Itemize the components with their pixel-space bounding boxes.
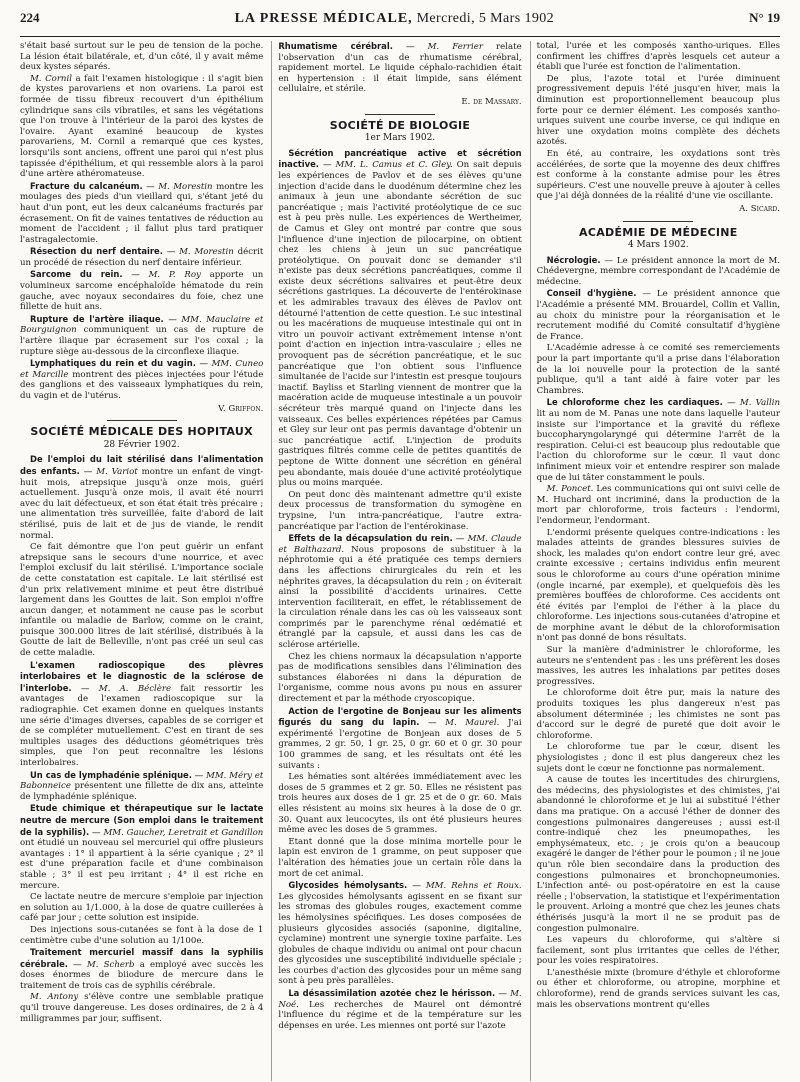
paragraph: Lymphatiques du rein et du vagin. — MM. Cuneo et Marcille montrent des pièces injectées pour l'étude des ganglions et des vaisseaux lymphatiques du rein, du vagin et de l'utérus. [20,358,264,401]
column-1 [20,41,263,1081]
paragraph: Conseil d'hygiène. — Le président annonce que l'Académie a présenté MM. Brouardel, Collin et Vallin, au choix du ministre pour la réorganisation et le recrutement modifié du Comité consultatif d'hygiène de France. [536,288,780,342]
page-number: 224 [20,10,40,25]
paragraph: Résection du nerf dentaire. — M. Morestin décrit un procédé de résection du nerf dentaire inférieur. [20,246,264,268]
paragraph: M. Cornil a fait l'examen histologique : il s'agit bien de kystes parovariens et non ovariens. La paroi est formée de tissu fibreux recouvert d'un épithélium cylindrique sans cils vibratiles, et sans les végétations que l'on trouve à l'intérieur de la paroi des kystes de l'ovaire. Ayant examiné beaucoup de kystes parovariens, M. Cornil a remarqué que ces kystes, lorsqu'ils sont anciens, offrent une paroi qui n'est plus tapissée d'épithélium, et qui ressemble alors à la paroi d'une artère athéromateuse. [20,73,264,180]
paragraph: En été, au contraire, les oxydations sont très accélérées, de sorte que la moyenne des deux chiffres est conforme à la constante admise pour les êtres supérieurs. C'est une nouvelle preuve à ajouter à celles que j'ai déjà données de la réalité d'une vie oscillante. [536,148,780,202]
columns [20,41,780,1081]
signature: A. Sicard. [739,203,780,214]
paragraph: Chez les chiens normaux la décapsulation n'apporte pas de modifications sensibles dans l'élimination des substances élaborées ni dans la dépuration de l'organisme, comme nous avons pu nous en assurer directement et par la méthode cryoscopique. [278,651,522,705]
divider [107,420,177,421]
paragraph: De l'emploi du lait stérilisé dans l'alimentation des enfants. — M. Variot montre un enfant de vingt-huit mois, atrepsique jusqu'à onze mois, guéri actuellement. Jusqu'à onze mois, il avait été nourri avec du lait défectueux, et son état était très précaire ; une alimentation très surveillée, faite d'abord de lait stérilisé, puis de lait et de jus de viande, le rendit normal. [20,454,264,541]
paragraph: Ce fait démontre que l'on peut guérir un enfant atrepsique sans le secours d'une nourrice, et avec l'emploi exclusif du lait stérilisé. L'importance sociale de cette constatation est capitale. Le lait stérilisé est d'un prix relativement minime et peut être distribué largement dans les Gouttes de lait. Son emploi n'offre aucun danger, et notamment ne cause pas le scorbut infantile ou maladie de Barlow, comme on le craint, puisque 300.000 litres de lait stérilisé, distribués à la Goutte de lait de Belleville, n'ont pas créé un seul cas de cette maladie. [20,542,264,659]
divider [623,221,693,222]
paragraph: A cause de toutes les incertitudes des chirurgiens, des médecins, des physiologistes et des chimistes, j'ai abandonné le chloroforme et je lui ai substitué l'éther dans ma pratique. On a accusé l'éther de donner des congestions pulmonaires dangereuses ; aussi est-il contre-indiqué chez les pneumopathes, les emphysémateux, etc. ; je crois qu'on a beaucoup exagéré le danger de l'éther pour le poumon ; il ne joue qu'un rôle bien secondaire dans la production des congestions pulmonaires et bronchopneumonies. L'infection anté- ou post-opératoire en est la cause réelle ; l'observation, la statistique et l'expérimentation le prouvent. Arloing a montré que chez les jeunes chats éthérisés jusqu'à la mort il ne se produit pas de congestion pulmonaire. [536,775,780,934]
paragraph: Le chloroforme doit être pur, mais la nature des produits toxiques les plus dangereux n'est pas absolument déterminée ; les chimistes ne sont pas d'accord sur le degré de pureté que doit avoir le chloroforme. [536,688,780,741]
paragraph: Effets de la décapsulation du rein. — MM. Claude et Balthazard. Nous proposons de substituer à la néphrotomie qui a été pratiquée ces temps derniers dans les affections chirurgicales du rein et les néphrites graves, la décapsulation du rein ; on éviterait ainsi la possibilité d'accidents urinaires. Cette intervention faciliterait, en effet, le rétablissement de la circulation rénale dans les cas où les vaisseaux sont comprimés par le parenchyme rénal œdématié et étranglé par la capsule, et aussi dans les cas de sclérose artérielle. [278,533,522,651]
paragraph: On peut donc dès maintenant admettre qu'il existe deux processus de transformation du symogène en trypsine, l'un intra-pancréatique, l'autre extra-pancréatique par l'action de l'entérokinase. [278,489,522,532]
paragraph: total, l'urée et les composés xantho-uriques. Elles confirment les chiffres d'après lesquels cet auteur a établi que l'urée est fonction de l'alimentation. [536,41,780,73]
journal-title [235,11,554,27]
paragraph: Glycosides hémolysants. — MM. Rehns et Roux. Les glycosides hémolysants agissent en se fixant sur les stromas des globules rouges, exactement comme les hémolysines spécifiques. Les doses composées de plusieurs glycosides associés (saponine, digitaline, cyclamine) montrent une synergie toxine parfaite. Les globules de chaque individu ou animal ont pour chacun des glycosides une susceptibilité individuelle spéciale ; les courbes d'action des glycosides pour un même sang sont à peu près parallèles. [278,880,522,987]
paragraph: Rhumatisme cérébral. — M. Ferrier relate l'observation d'un cas de rhumatisme cérébral, rapidement mortel. Le liquide céphalo-rachidien était en hypertension : il était limpide, sans élément cellulaire, et stérile. [278,41,522,95]
paragraph: Etude chimique et thérapeutique sur le lactate neutre de mercure (Son emploi dans le traitement de la syphilis). — MM. Gaucher, Leretrait et Gandillon ont étudié un nouveau sel mercuriel qui offre plusieurs avantages : 1° il appartient à la série cyanique ; 2° il est d'une préparation facile et d'une combinaison stable ; 3° il est peu irritant ; 4° il est riche en mercure. [20,803,264,891]
paragraph: Etant donné que la dose minima mortelle pour le lapin est environ de 1 gramme, on peut supposer que l'altération des hématies joue un certain rôle dans la mort de cet animal. [278,836,522,879]
paragraph: Le chloroforme tue par le cœur, disent les physiologistes ; donc il est plus dangereux chez les sujets dont le cœur ne fonctionne pas normalement. [536,742,780,774]
paragraph: Des injections sous-cutanées se font à la dose de 1 centimètre cube d'une solution au 1/100e. [20,924,264,946]
paragraph: Un cas de lymphadénie splénique. — MM. Méry et Babonneice présentent une fillette de dix ans, atteinte de lymphadénie splénique. [20,769,264,802]
section-date: 1er Mars 1902. [364,133,436,144]
signature: E. de Massary. [461,96,522,107]
section-title: ACADÉMIE DE MÉDECINE [579,225,738,239]
paragraph: M. Antony s'élève contre une semblable pratique qu'il trouve dangereuse. Les doses ordinaires, de 2 à 4 milligrammes par jour, suffisent. [20,992,264,1024]
paragraph: La désassimilation azotée chez le hérisson. — M. Noé. Les recherches de Maurel ont démontré l'influence du régime et de la température sur les dépenses en urée. Les miennes ont porté sur l'azote [278,988,522,1031]
journal-name: LA PRESSE MÉDICALE, [234,11,413,26]
paragraph: Sécrétion pancréatique active et sécrétion inactive. — MM. L. Camus et C. Gley. On sait depuis les expériences de Pavlov et de ses élèves qu'une injection d'acide dans le duodénum détermine chez les animaux à jeun une abondante sécrétion de suc pancréatique ; mais l'activité protéolytique de ce suc est à peu près nulle. Les expériences de Wertheimer, de Camus et Gley ont montré par contre que sous l'influence d'une injection de pilocarpine, on obtient chez les chiens à jeun un suc pancréatique protéolytique. On pouvait donc se demander s'il n'existe pas deux sécrétions pancréatiques, comme il existe deux sécrétions salivaires et peut-être deux sécrétions gastriques. La découverte de l'entérokinase et les admirables travaux des élèves de Pavlov ont détourné l'attention de cette question. Le suc intestinal ou les macérations de muqueuse intestinale qui ont in vitro un pouvoir activant extrêmement intense n'ont point d'action en injection intra-vasculaire ; elles ne provoquent pas de sécrétion pancréatique, et le suc pancréatique que l'on obtient sous l'influence simultanée de l'acide sur l'intestin est presque toujours inactif. Bayliss et Starling viennent de montrer que la macération acide de muqueuse intestinale a un pouvoir sécréteur très marqué quand on l'injecte dans les vaisseaux. Ces belles expériences répétées par Camus et Gley sur leur ont pas permis davantage d'obtenir un suc pancréatique actif. L'injection de produits gastriques filtrés comme celle de petites quantités de peptone de Witte donnent une sécrétion en général peu abondante, mais douée d'une activité protéolytique plus ou moins marquée. [278,147,522,489]
paragraph: s'était basé surtout sur le peu de tension de la poche. La lésion était bilatérale, et, d'un côté, il y avait même deux kystes séparés. [20,41,264,73]
divider [365,114,435,115]
paragraph: Rupture de l'artère iliaque. — MM. Mauclaire et Bourguignon communiquent un cas de rupture de l'artère iliaque par écrasement sur l'os coxal ; la rupture siège au-dessous de la circonflexe iliaque. [20,313,264,357]
column-2 [271,41,521,1081]
paragraph: Sarcome du rein. — M. P. Roy apporte un volumineux sarcome encéphaloïde hématode du rein gauche, avec noyaux secondaires du foie, chez une fillette de huit ans. [20,269,264,313]
issue-number: N° 19 [749,10,780,25]
paragraph: Action de l'ergotine de Bonjeau sur les aliments figurés du sang du lapin. — M. Maurel. J'ai expérimenté l'ergotine de Bonjean aux doses de 5 grammes, 2 gr. 50, 1 gr. 25, 0 gr. 60 et 0 gr. 30 pour 100 grammes de sang, et les résultats ont été les suivants : [278,705,522,771]
paragraph: Nécrologie. — Le président annonce la mort de M. Chédevergne, membre correspondant de l'Académie de médecine. [536,254,780,287]
signature: V. Griffon. [218,403,264,414]
column-3 [530,41,780,1081]
paragraph: Ce lactate neutre de mercure s'emploie par injection en solution au 1/1.000, à la dose de quatre cuillerées à café par jour ; cette solution est insipide. [20,892,264,924]
section-title: SOCIÉTÉ MÉDICALE DES HOPITAUX [30,425,253,439]
running-header [20,10,780,37]
issue-date: Mercredi, 5 Mars 1902 [416,11,555,26]
section-date: 28 Février 1902. [103,439,180,450]
paragraph: L'examen radioscopique des plèvres interlobaires et le diagnostic de la sclérose de l'interlobe. — M. A. Béclère fait ressortir les avantages de l'examen radioscopique sur la radiographie. Cet examen donne en quelques instants une série d'images diverses, capables de se corriger et de se compléter mutuellement. C'est en tirant de ses multiples usages des déductions géométriques très simples, que l'on peut reconnaître les lésions interlobaires. [20,659,264,768]
section-date: 4 Mars 1902. [627,240,689,251]
paragraph: L'anesthésie mixte (bromure d'éthyle et chloroforme ou éther et chloroforme, ou atropine, morphine et chloroforme), rend de grands services suivant les cas, mais les observations montrent qu'elles [536,967,780,1010]
section-title: SOCIÉTÉ DE BIOLOGIE [329,118,471,132]
paragraph: Traitement mercuriel massif dans la syphilis cérébrale. — M. Scherb a employé avec succès les doses énormes de biiodure de mercure dans le traitement de trois cas de syphilis cérébrale. [20,947,264,991]
paragraph: Les vapeurs du chloroforme, qui s'altère si facilement, sont plus irritantes que celles de l'éther, pour les voies respiratoires. [536,935,780,967]
paragraph: Sur la manière d'administrer le chloroforme, les auteurs ne s'entendent pas : les uns préfèrent les doses massives, les autres les inhalations par petites doses progressives. [536,645,780,687]
paragraph: Fracture du calcanéum. — M. Morestin montre les moulages des pieds d'un vieillard qui, s'étant jeté du haut d'un pont, eut les deux calcanéums fracturés par écrasement. On fit de vaines tentatives de réduction au moment de l'accident ; il fallut plus tard pratiquer l'astragalectomie. [20,180,264,245]
paragraph: L'endormi présente quelques contre-indications : les malades atteints de grandes blessures suivies de shock, les malades qu'on endort contre leur gré, avec crainte excessive ; certains individus enfin meurent sous le chloroforme au cours d'une opération minime (ongle incarné, par exemple), et quelquefois dès les premières bouffées de chloroforme. Ces accidents ont été évités par l'emploi de l'éther à la place du chloroforme. Les injections sous-cutanées d'atropine et de morphine avant le début de la chloroformisation n'ont pas donné de bons résultats. [536,527,780,644]
paragraph: L'Académie adresse à ce comité ses remerciements pour la part importante qu'il a prise dans l'élaboration de la loi nouvelle pour la protection de la santé publique, qu'il a tant aidé à faire voter par les Chambres. [536,343,780,396]
paragraph: Le chloroforme chez les cardiaques. — M. Vallin lit au nom de M. Panas une note dans laquelle l'auteur insiste sur l'importance et la gravité du réflexe buccopharyngolaryngé qui détermine l'arrêt de la respiration. Celui-ci est beaucoup plus redoutable que l'action du chloroforme sur le cœur. Il vaut donc infiniment mieux voir et entendre respirer son malade que de lui tâter constamment le pouls. [536,397,780,483]
paragraph: Les hématies sont altérées immédiatement avec les doses de 5 grammes et 2 gr. 50. Elles ne résistent pas trois heures aux doses de 1 gr. 25 et de 0 gr. 60. Mais elles résistent au moins six heures à la dose de 0 gr. 30. Quant aux leucocytes, ils ont été plusieurs heures même avec les doses de 5 grammes. [278,772,522,836]
paragraph: De plus, l'azote total et l'urée diminuent progressivement depuis l'été jusqu'en hiver, mais la diminution est proportionnellement beaucoup plus forte pour ce dernier élément. Les composés xantho-uriques suivent une courbe inverse, ce qui indique en hiver une oxydation moins complète des déchets azotés. [536,73,780,148]
paragraph: M. Poncet. Les communications qui ont suivi celle de M. Huchard ont incriminé, dans la production de la mort par chloroforme, trois facteurs : l'endormi, l'endormeur, l'endormant. [536,484,780,526]
